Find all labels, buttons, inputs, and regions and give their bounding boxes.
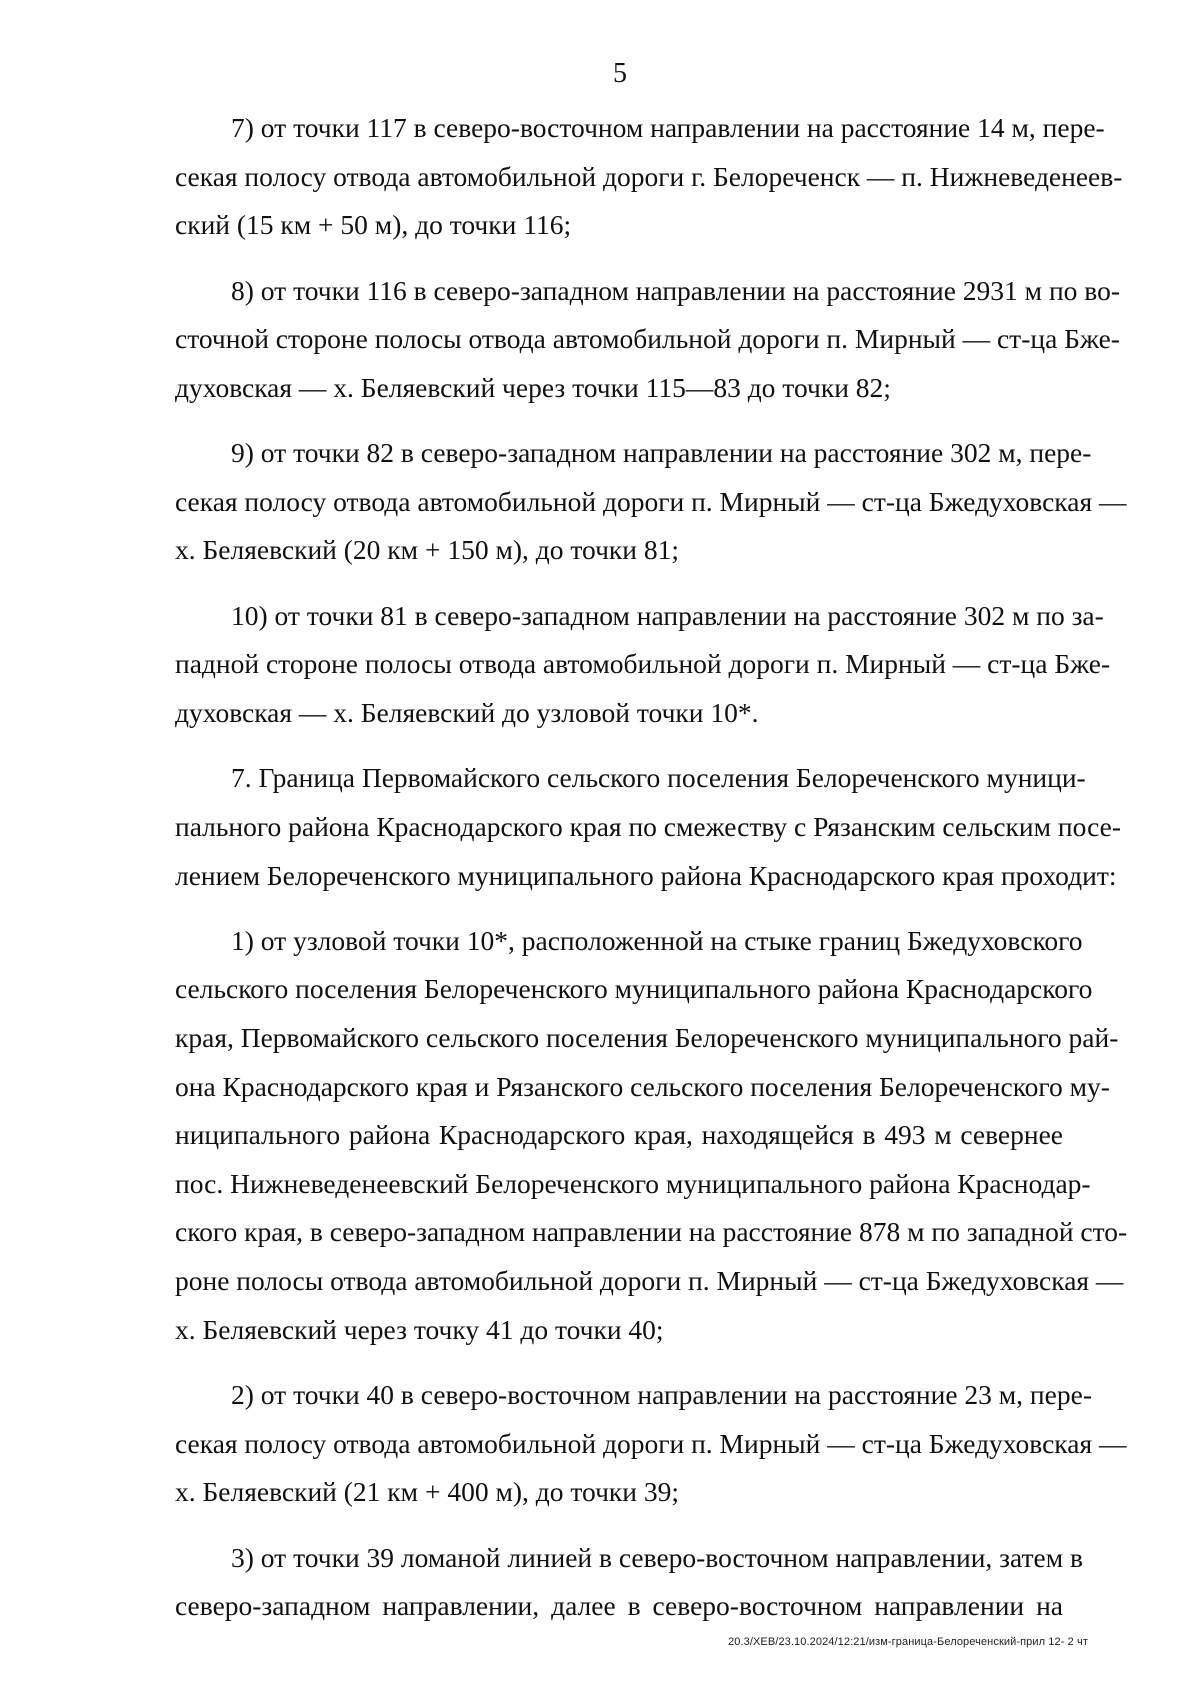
text-line: 7) от точки 117 в северо-восточном направлении на расстояние 14 м, пере- bbox=[231, 112, 1105, 143]
text-line: ский (15 км + 50 м), до точки 116; bbox=[175, 209, 572, 241]
text-line: роне полосы отвода автомобильной дороги п. Мирный — ст-ца Бжедуховская — bbox=[175, 1265, 1124, 1297]
paragraph bbox=[175, 917, 1128, 1354]
text-line: х. Беляевский (20 км + 150 м), до точки 81; bbox=[175, 534, 679, 566]
text-line: ского края, в северо-западном направлении на расстояние 878 м по западной сто- bbox=[175, 1216, 1128, 1248]
text-line: 8) от точки 116 в северо-западном направлении на расстояние 2931 м по во- bbox=[231, 274, 1120, 306]
text-line: х. Беляевский через точку 41 до точки 40; bbox=[175, 1313, 664, 1345]
text-line: пос. Нижневеденеевский Белореченского муниципального района Краснодар- bbox=[175, 1167, 1091, 1199]
paragraph bbox=[175, 104, 1123, 250]
text-line: северо-западном направлении, далее в северо-восточном направлении на bbox=[175, 1590, 1063, 1622]
paragraph bbox=[175, 267, 1120, 413]
text-line: секая полосу отвода автомобильной дороги г. Белореченск — п. Нижневеденеев- bbox=[175, 160, 1123, 192]
text-line: сточной стороне полосы отвода автомобильной дороги п. Мирный — ст-ца Бже- bbox=[175, 323, 1120, 355]
text-line: духовская — х. Беляевский через точки 115—83 до точки 82; bbox=[175, 371, 891, 403]
paragraph bbox=[175, 592, 1111, 738]
page-number: 5 bbox=[613, 58, 627, 89]
text-line: падной стороне полосы отвода автомобильной дороги п. Мирный — ст-ца Бже- bbox=[175, 648, 1111, 680]
footer-reference: 20.3/ХЕВ/23.10.2024/12:21/изм-граница-Белореченский-прил 12- 2 чт bbox=[728, 1636, 1088, 1648]
text-line: 3) от точки 39 ломаной линией в северо-восточном направлении, затем в bbox=[231, 1541, 1084, 1573]
text-line: края, Первомайского сельского поселения Белореченского муниципального рай- bbox=[175, 1022, 1119, 1054]
text-line: секая полосу отвода автомобильной дороги п. Мирный — ст-ца Бжедуховская — bbox=[175, 1427, 1127, 1459]
paragraph bbox=[175, 1534, 1084, 1631]
text-line: секая полосу отвода автомобильной дороги п. Мирный — ст-ца Бжедуховская — bbox=[175, 485, 1127, 517]
paragraph bbox=[175, 429, 1127, 575]
text-line: ниципального района Краснодарского края, находящейся в 493 м севернее bbox=[175, 1119, 1063, 1151]
text-line: пального района Краснодарского края по смежеству с Рязанским сельским посе- bbox=[175, 810, 1121, 842]
text-line: духовская — х. Беляевский до узловой точки 10*. bbox=[175, 696, 759, 728]
document-body bbox=[175, 104, 1128, 1631]
text-line: 7. Граница Первомайского сельского поселения Белореченского муници- bbox=[231, 762, 1086, 794]
text-line: 9) от точки 82 в северо-западном направлении на расстояние 302 м, пере- bbox=[231, 437, 1092, 469]
text-line: 10) от точки 81 в северо-западном направлении на расстояние 302 м по за- bbox=[231, 599, 1104, 631]
text-line: сельского поселения Белореченского муниципального района Краснодарского bbox=[175, 973, 1093, 1005]
text-line: х. Беляевский (21 км + 400 м), до точки 39; bbox=[175, 1476, 679, 1508]
text-line: 2) от точки 40 в северо-восточном направлении на расстояние 23 м, пере- bbox=[231, 1379, 1092, 1411]
text-line: 1) от узловой точки 10*, расположенной на стыке границ Бжедуховского bbox=[231, 924, 1083, 956]
text-line: она Краснодарского края и Рязанского сельского поселения Белореченского му- bbox=[175, 1070, 1110, 1102]
text-line: лением Белореченского муниципального района Краснодарского края проходит: bbox=[175, 859, 1117, 891]
paragraph bbox=[175, 1371, 1127, 1517]
paragraph bbox=[175, 754, 1121, 900]
